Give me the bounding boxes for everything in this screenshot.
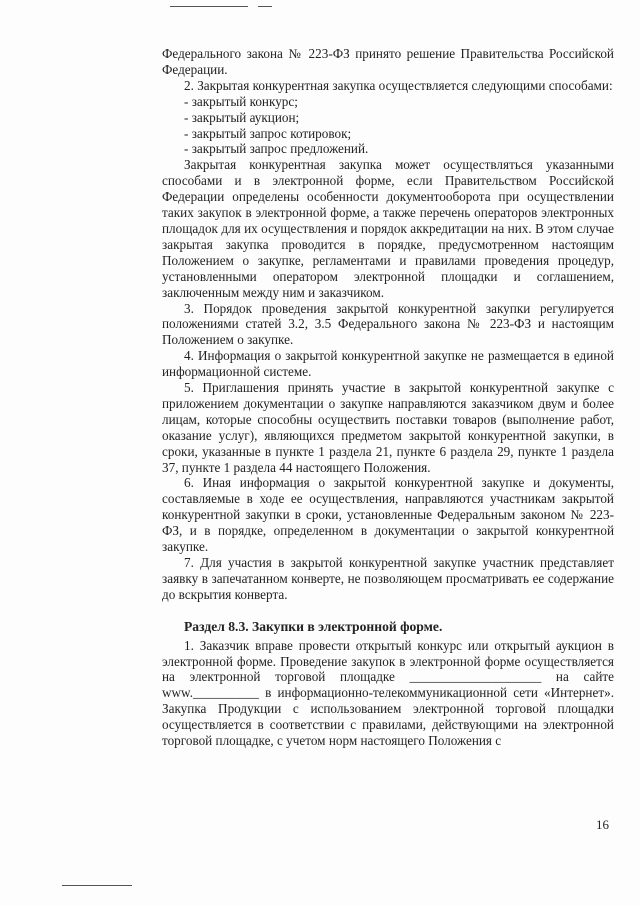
paragraph: Закрытая конкурентная закупка может осуществляться указанными способами и в электронной форме, если Правительством Российской Федерации определены особенности документооборота при осуществлении таких закупок в электронной форме, а также перечень операторов электронных площадок для их осуществления и порядок аккредитации на них. В этом случае закрытая закупка проводится в порядке, предусмотренном настоящим Положением о закупке, регламентами и правилами проведения процедур, установленными оператором электронной площадки и соглашением, заключенным между ним и заказчиком. xyxy=(162,157,614,300)
scan-artifact-top-short xyxy=(258,6,272,7)
list-item: - закрытый запрос предложений. xyxy=(184,141,369,157)
paragraph: 7. Для участия в закрытой конкурентной закупке участник представляет заявку в запечатанном конверте, не позволяющем просматривать ее содержание до вскрытия конверта. xyxy=(162,555,614,602)
scan-artifact-bottom xyxy=(62,885,132,886)
section-heading: Раздел 8.3. Закупки в электронной форме. xyxy=(184,618,443,634)
list-item: - закрытый конкурс; xyxy=(184,93,298,109)
page-number: 16 xyxy=(596,817,609,832)
scan-artifact-top xyxy=(170,6,248,7)
paragraph: 3. Порядок проведения закрытой конкурентной закупки регулируется положениями статей 3.2, 3.5 Федерального закона № 223-ФЗ и настоящим Положением о закупке. xyxy=(162,300,614,348)
paragraph: 2. Закрытая конкурентная закупка осуществляется следующими способами: xyxy=(184,77,613,93)
list-item: - закрытый запрос котировок; xyxy=(184,125,352,141)
paragraph: 4. Информация о закрытой конкурентной закупке не размещается в единой информационной системе. xyxy=(162,348,614,380)
paragraph: 6. Иная информация о закрытой конкурентной закупке и документы, составляемые в ходе ее осуществления, направляются участникам закрытой конкурентной закупки в сроки, установленные Федеральным законом № 223-ФЗ, и в порядке, определенном в документации о закрытой конкурентной закупке. xyxy=(162,475,614,555)
paragraph: 1. Заказчик вправе провести открытый конкурс или открытый аукцион в электронной форме. Проведение закупок в электронной форме осуществляется на электронной торговой площадке ____________________ на сайте www.__________ в информационно-телекоммуникационной сети «Интернет». Закупка Продукции с использованием электронной торговой площадки осуществляется в соответствии с правилами, действующими на электронной торговой площадке, с учетом норм настоящего Положения с xyxy=(162,637,614,749)
paragraph: Федерального закона № 223-ФЗ принято решение Правительства Российской Федерации. xyxy=(162,46,614,77)
document-text xyxy=(162,46,614,749)
paragraph: 5. Приглашения принять участие в закрытой конкурентной закупке с приложением документации о закупке направляются заказчиком двум и более лицам, которые способны осуществить поставки товаров (выполнение работ, оказание услуг), являющихся предметом закрытой конкурентной закупки, в сроки, указанные в пункте 1 раздела 21, пункте 6 раздела 29, пункте 1 раздела 37, пункте 1 раздела 44 настоящего Положения. xyxy=(162,380,614,475)
list-item: - закрытый аукцион; xyxy=(184,109,300,125)
